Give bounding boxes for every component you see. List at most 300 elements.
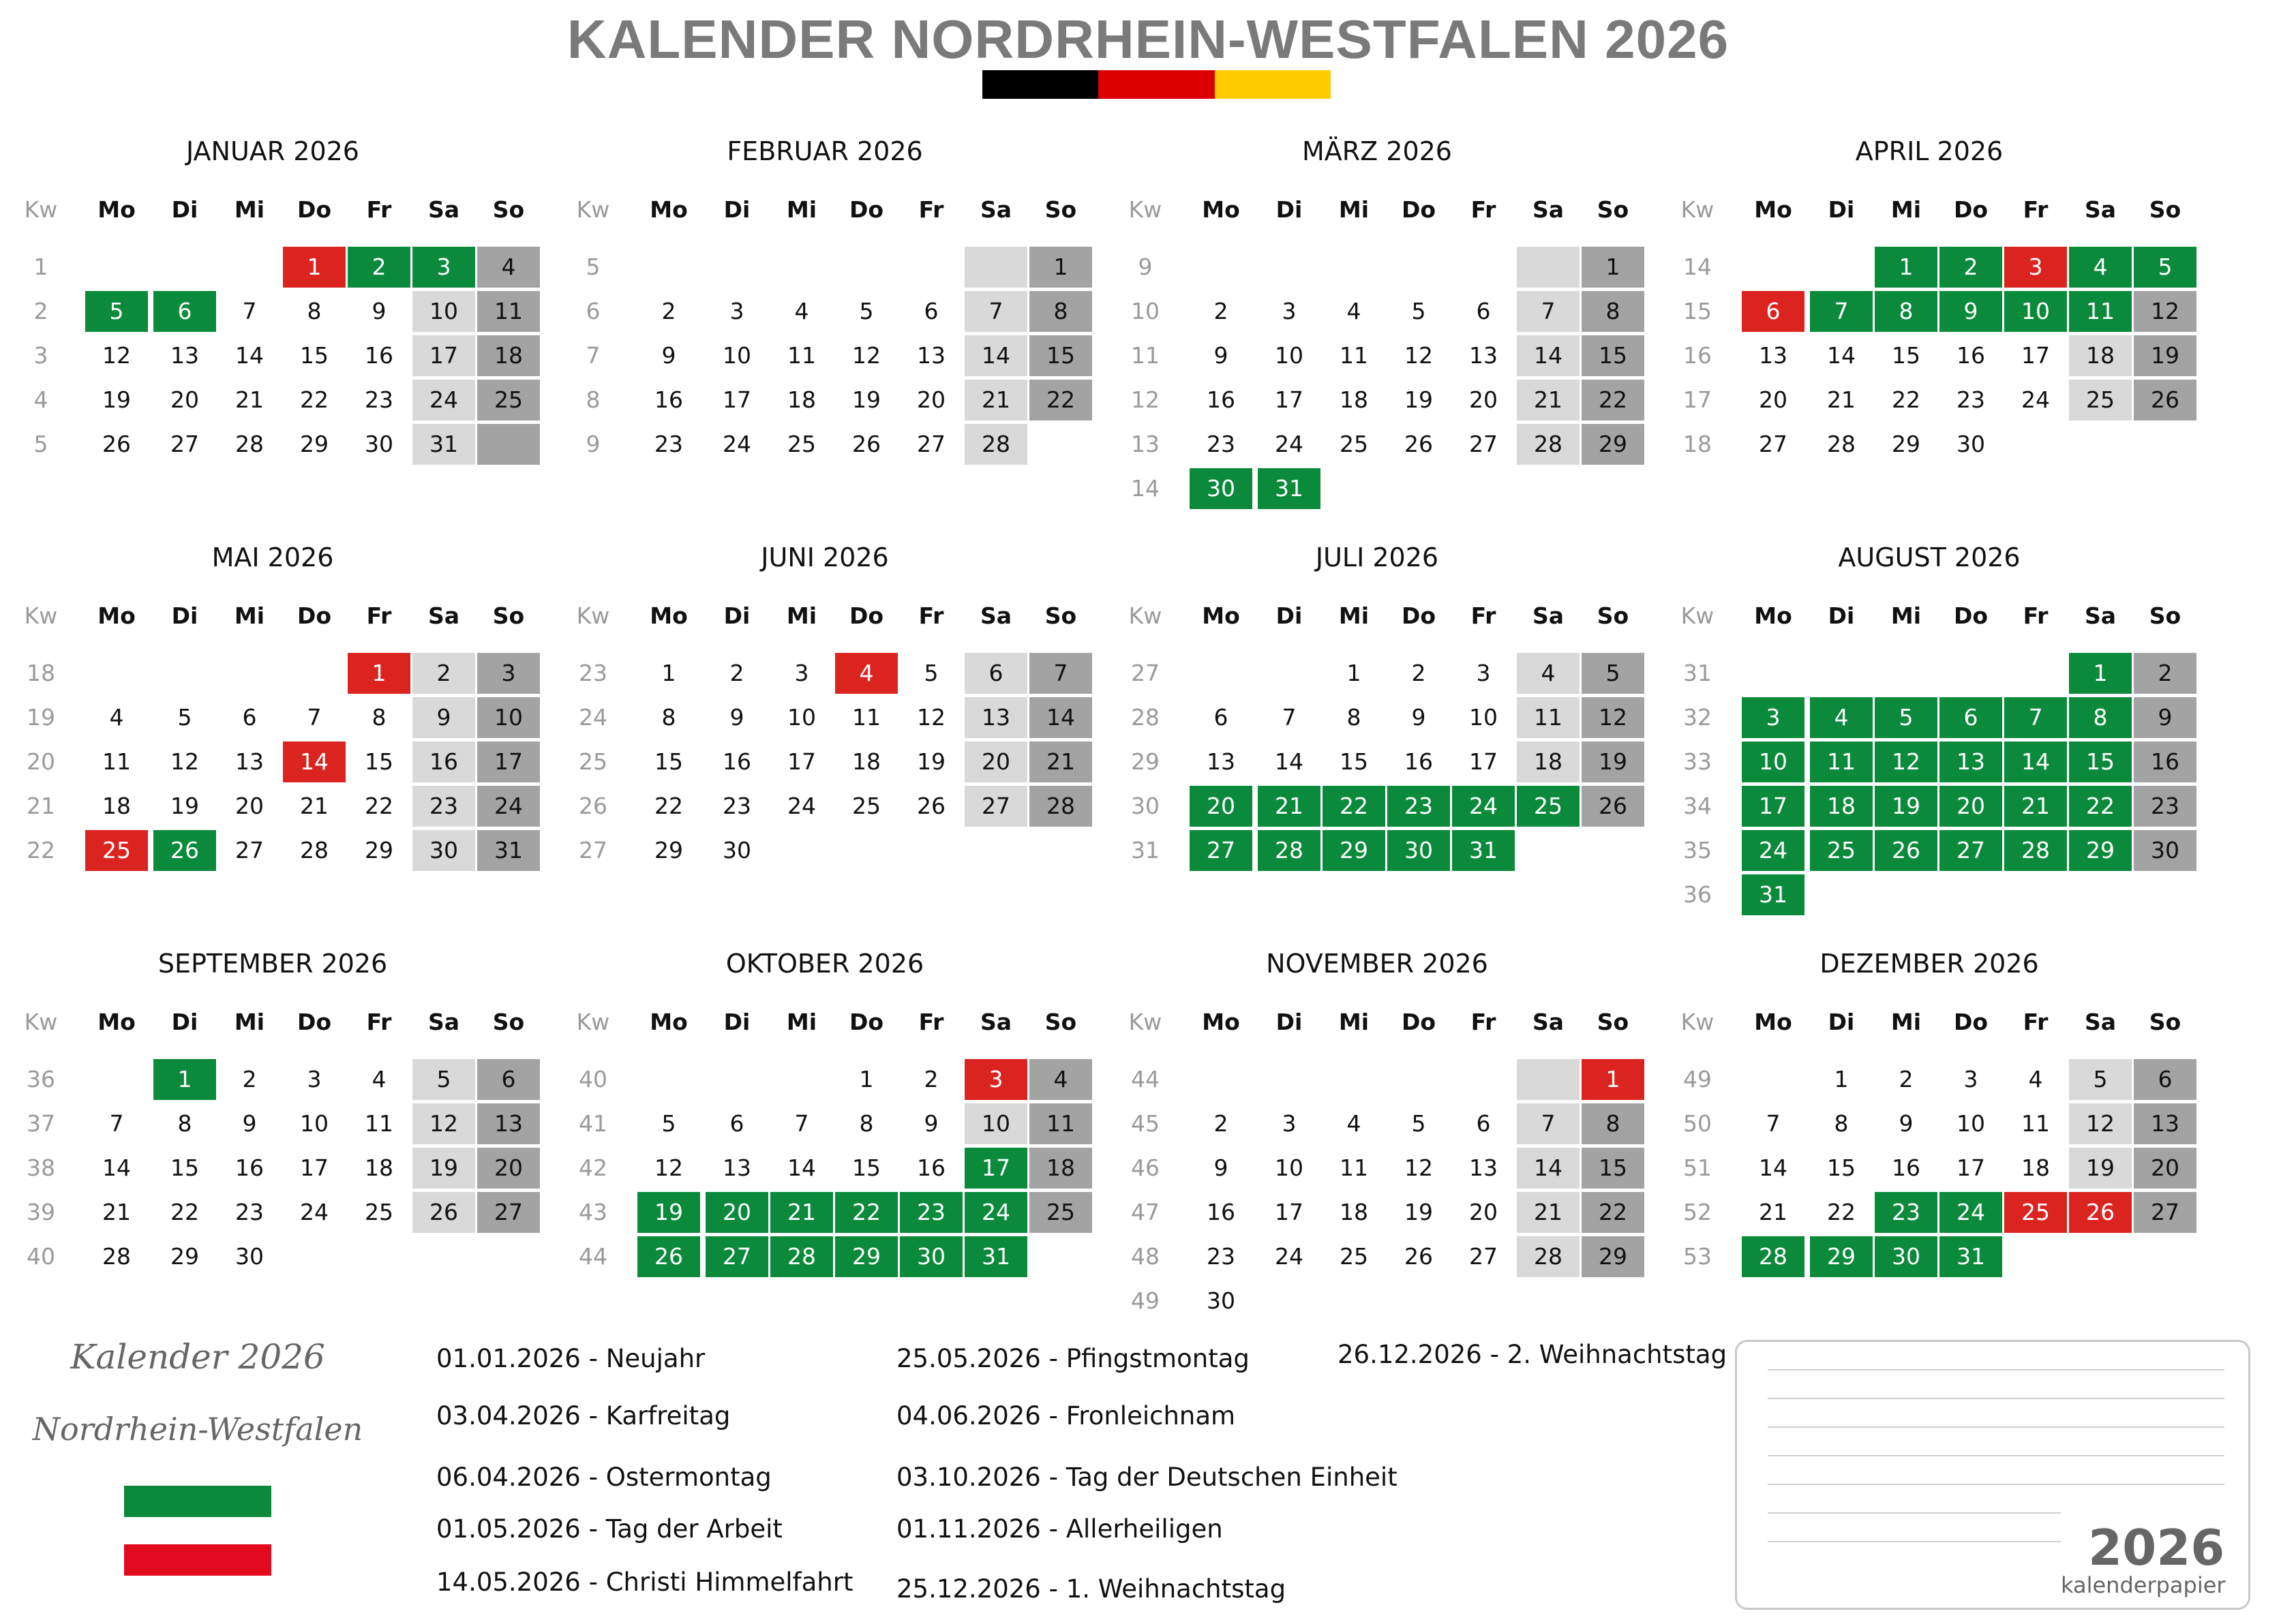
day-cell: 28: [1258, 830, 1320, 871]
weekday-header: Di: [1275, 602, 1303, 629]
day-cell: 30: [1875, 1236, 1937, 1277]
day-cell: 24: [1275, 1243, 1303, 1270]
day-cell: 19: [1875, 786, 1937, 827]
day-cell: 3: [412, 247, 475, 288]
day-cell: 17: [477, 741, 540, 782]
day-cell: 12: [1582, 697, 1644, 738]
kw-header: Kw: [1680, 1009, 1715, 1035]
weekday-header: So: [2149, 196, 2181, 223]
day-cell: 3: [1742, 697, 1804, 738]
day-cell: 4: [109, 704, 124, 731]
month-title: JULI 2026: [1315, 542, 1439, 572]
day-cell: 6: [1939, 697, 2002, 738]
day-cell: 14: [965, 335, 1027, 376]
day-cell: 27: [235, 837, 264, 863]
day-cell: 10: [300, 1110, 329, 1137]
day-cell: 25: [477, 380, 540, 420]
day-cell: 17: [300, 1154, 329, 1181]
week-number: 11: [1131, 342, 1160, 369]
day-cell: 16: [654, 386, 683, 413]
day-cell: 15: [1582, 1148, 1644, 1189]
page-title: KALENDER NORDRHEIN-WESTFALEN 2026: [567, 9, 1729, 70]
day-cell: 28: [1517, 424, 1580, 465]
day-cell: 4: [1029, 1059, 1092, 1100]
day-cell: 13: [1759, 342, 1787, 369]
weekday-header: Do: [1953, 602, 1989, 629]
week-number: 19: [27, 704, 55, 731]
day-cell: 14: [1029, 697, 1092, 738]
day-cell: 11: [102, 748, 131, 775]
day-cell: 10: [723, 342, 751, 369]
weekday-header: Fr: [366, 602, 392, 629]
week-number: 8: [586, 386, 601, 413]
day-cell: 30: [900, 1236, 963, 1277]
month-title: SEPTEMBER 2026: [157, 949, 388, 979]
weekday-header: Sa: [980, 1009, 1012, 1035]
day-cell: 22: [1323, 786, 1385, 827]
day-cell: 14: [235, 342, 264, 369]
day-cell: 27: [477, 1192, 540, 1233]
day-cell: 24: [1742, 830, 1804, 871]
weekday-header: Mi: [1338, 1009, 1370, 1035]
note-line: [1768, 1455, 2224, 1456]
weekday-header: Fr: [918, 1009, 944, 1035]
empty-weekend-cell: [477, 424, 540, 465]
day-cell: 2: [1411, 660, 1426, 686]
weekday-header: Mo: [650, 602, 688, 629]
day-cell: 22: [654, 793, 683, 819]
day-cell: 17: [412, 335, 475, 376]
day-cell: 17: [1275, 386, 1303, 413]
weekday-header: Fr: [918, 602, 944, 629]
day-cell: 31: [1258, 468, 1320, 509]
day-cell: 25: [787, 431, 816, 457]
weekday-header: Mi: [786, 1009, 817, 1035]
day-cell: 30: [1207, 1287, 1235, 1314]
day-cell: 17: [723, 386, 751, 413]
day-cell: 19: [1404, 1199, 1433, 1225]
day-cell: 11: [365, 1110, 393, 1137]
day-cell: 11: [787, 342, 816, 369]
holiday-item: 14.05.2026 - Christi Himmelfahrt: [436, 1567, 854, 1597]
day-cell: 5: [1875, 697, 1937, 738]
day-cell: 1: [1582, 247, 1644, 288]
month-block: [566, 136, 1084, 518]
day-cell: 11: [2069, 291, 2132, 332]
day-cell: 5: [1411, 298, 1426, 324]
day-cell: 11: [1810, 741, 1873, 782]
day-cell: 15: [1892, 342, 1920, 369]
day-cell: 13: [235, 748, 264, 775]
day-cell: 10: [412, 291, 475, 332]
week-number: 18: [27, 660, 55, 686]
month-block: [1670, 542, 2188, 924]
day-cell: 26: [2069, 1192, 2132, 1233]
day-cell: 23: [365, 386, 393, 413]
day-cell: 4: [372, 1066, 387, 1092]
weekday-header: Do: [1401, 602, 1436, 629]
month-block: [1670, 949, 2188, 1330]
day-cell: 12: [1404, 342, 1433, 369]
day-cell: 16: [2134, 741, 2196, 782]
day-cell: 31: [1452, 830, 1515, 871]
day-cell: 26: [917, 793, 946, 819]
day-cell: 28: [235, 431, 264, 457]
weekday-header: Do: [297, 196, 332, 223]
day-cell: 8: [1582, 291, 1644, 332]
week-number: 16: [1683, 342, 1712, 369]
week-number: 27: [1131, 660, 1160, 686]
day-cell: 2: [1213, 1110, 1228, 1137]
weekday-header: Sa: [980, 602, 1012, 629]
kw-header: Kw: [1128, 602, 1162, 629]
day-cell: 21: [1517, 1192, 1580, 1233]
day-cell: 16: [1404, 748, 1433, 775]
day-cell: 20: [1759, 386, 1787, 413]
kw-header: Kw: [24, 196, 58, 223]
day-cell: 2: [661, 298, 676, 324]
week-number: 7: [586, 342, 601, 369]
week-number: 48: [1131, 1243, 1160, 1270]
day-cell: 29: [170, 1243, 199, 1270]
day-cell: 25: [1340, 1243, 1368, 1270]
weekday-header: Di: [171, 196, 198, 223]
week-number: 6: [586, 298, 601, 324]
day-cell: 6: [1213, 704, 1228, 731]
day-cell: 3: [1476, 660, 1491, 686]
day-cell: 3: [477, 653, 540, 694]
week-number: 32: [1683, 704, 1712, 731]
weekday-header: Sa: [427, 196, 460, 223]
day-cell: 28: [2004, 830, 2067, 871]
day-cell: 21: [102, 1199, 131, 1225]
week-number: 30: [1131, 793, 1160, 819]
week-number: 20: [27, 748, 55, 775]
holiday-item: 01.01.2026 - Neujahr: [436, 1344, 706, 1373]
day-cell: 19: [2069, 1148, 2132, 1189]
day-cell: 24: [1939, 1192, 2002, 1233]
day-cell: 14: [1275, 748, 1303, 775]
day-cell: 24: [787, 793, 816, 819]
day-cell: 10: [1957, 1110, 1985, 1137]
day-cell: 2: [348, 247, 410, 288]
day-cell: 10: [1275, 1154, 1303, 1181]
day-cell: 20: [1469, 386, 1498, 413]
day-cell: 14: [1827, 342, 1856, 369]
day-cell: 30: [235, 1243, 264, 1270]
day-cell: 13: [965, 697, 1027, 738]
weekday-header: Sa: [1532, 196, 1565, 223]
day-cell: 20: [1469, 1199, 1498, 1225]
day-cell: 26: [1875, 830, 1937, 871]
day-cell: 22: [835, 1192, 898, 1233]
day-cell: 9: [661, 342, 676, 369]
day-cell: 18: [2069, 335, 2132, 376]
day-cell: 12: [917, 704, 946, 731]
day-cell: 18: [365, 1154, 393, 1181]
day-cell: 21: [1029, 741, 1092, 782]
kw-header: Kw: [24, 602, 58, 629]
day-cell: 23: [1957, 386, 1985, 413]
weekday-header: Sa: [427, 602, 460, 629]
day-cell: 24: [1452, 786, 1515, 827]
holiday-item: 03.04.2026 - Karfreitag: [436, 1401, 731, 1430]
day-cell: 19: [2134, 335, 2196, 376]
day-cell: 25: [365, 1199, 393, 1225]
week-number: 38: [27, 1154, 55, 1181]
day-cell: 14: [283, 741, 346, 782]
day-cell: 28: [770, 1236, 833, 1277]
day-cell: 20: [965, 741, 1027, 782]
month-block: [14, 949, 532, 1330]
day-cell: 29: [1582, 424, 1644, 465]
day-cell: 19: [1404, 386, 1433, 413]
day-cell: 19: [852, 386, 881, 413]
day-cell: 20: [1190, 786, 1252, 827]
note-line: [1768, 1426, 2224, 1428]
day-cell: 29: [1582, 1236, 1644, 1277]
day-cell: 25: [2069, 380, 2132, 420]
week-number: 21: [27, 793, 55, 819]
day-cell: 30: [2134, 830, 2196, 871]
day-cell: 1: [153, 1059, 216, 1100]
day-cell: 28: [1029, 786, 1092, 827]
notes-box: [1735, 1340, 2250, 1610]
notes-brand: kalenderpapier: [2061, 1572, 2226, 1598]
day-cell: 21: [1759, 1199, 1787, 1225]
weekday-header: Do: [1953, 196, 1989, 223]
day-cell: 27: [1469, 431, 1498, 457]
day-cell: 2: [2134, 653, 2196, 694]
month-title: OKTOBER 2026: [725, 949, 924, 979]
note-line: [1768, 1398, 2224, 1399]
day-cell: 29: [1892, 431, 1920, 457]
day-cell: 13: [2134, 1103, 2196, 1144]
day-cell: 9: [412, 697, 475, 738]
day-cell: 7: [1517, 291, 1580, 332]
day-cell: 26: [1404, 1243, 1433, 1270]
day-cell: 18: [1340, 1199, 1368, 1225]
day-cell: 23: [1207, 1243, 1235, 1270]
day-cell: 27: [1939, 830, 2002, 871]
day-cell: 7: [1517, 1103, 1580, 1144]
day-cell: 30: [1957, 431, 1985, 457]
day-cell: 25: [1517, 786, 1580, 827]
weekday-header: So: [1597, 1009, 1629, 1035]
day-cell: 2: [1939, 247, 2002, 288]
weekday-header: Mo: [1202, 196, 1240, 223]
day-cell: 11: [1029, 1103, 1092, 1144]
day-cell: 21: [2004, 786, 2067, 827]
day-cell: 8: [307, 298, 322, 324]
week-number: 42: [579, 1154, 607, 1181]
week-number: 10: [1131, 298, 1160, 324]
month-title: JUNI 2026: [761, 542, 889, 572]
day-cell: 21: [965, 380, 1027, 420]
month-block: [1118, 542, 1636, 924]
note-line: [1768, 1484, 2224, 1485]
day-cell: 10: [1469, 704, 1498, 731]
day-cell: 13: [723, 1154, 751, 1181]
day-cell: 28: [1517, 1236, 1580, 1277]
day-cell: 10: [477, 697, 540, 738]
day-cell: 17: [787, 748, 816, 775]
day-cell: 20: [2134, 1148, 2196, 1189]
week-number: 47: [1131, 1199, 1160, 1225]
week-number: 44: [1131, 1066, 1160, 1092]
day-cell: 22: [170, 1199, 199, 1225]
week-number: 29: [1131, 748, 1160, 775]
day-cell: 18: [1517, 741, 1580, 782]
weekday-header: Mi: [234, 602, 265, 629]
week-number: 5: [33, 431, 48, 457]
week-number: 44: [579, 1243, 607, 1270]
day-cell: 13: [1469, 1154, 1498, 1181]
weekday-header: Mi: [1890, 1009, 1922, 1035]
holiday-item: 26.12.2026 - 2. Weihnachtstag: [1338, 1340, 1727, 1369]
day-cell: 18: [2021, 1154, 2050, 1181]
day-cell: 1: [1029, 247, 1092, 288]
week-number: 4: [33, 386, 48, 413]
day-cell: 14: [102, 1154, 131, 1181]
week-number: 12: [1131, 386, 1160, 413]
day-cell: 24: [965, 1192, 1027, 1233]
day-cell: 26: [1582, 786, 1644, 827]
day-cell: 6: [2134, 1059, 2196, 1100]
weekday-header: Fr: [2023, 1009, 2049, 1035]
day-cell: 2: [242, 1066, 257, 1092]
day-cell: 19: [170, 793, 199, 819]
day-cell: 4: [794, 298, 809, 324]
day-cell: 16: [1892, 1154, 1920, 1181]
day-cell: 14: [1517, 335, 1580, 376]
holiday-item: 25.05.2026 - Pfingstmontag: [896, 1344, 1250, 1373]
day-cell: 30: [365, 431, 393, 457]
day-cell: 23: [1207, 431, 1235, 457]
day-cell: 9: [242, 1110, 257, 1137]
day-cell: 6: [1476, 298, 1491, 324]
weekday-header: So: [492, 196, 525, 223]
kw-header: Kw: [1680, 602, 1715, 629]
day-cell: 18: [852, 748, 881, 775]
week-number: 36: [1683, 881, 1712, 908]
day-cell: 15: [852, 1154, 881, 1181]
day-cell: 10: [1275, 342, 1303, 369]
day-cell: 27: [1190, 830, 1252, 871]
week-number: 27: [579, 837, 607, 863]
day-cell: 24: [412, 380, 475, 420]
day-cell: 5: [177, 704, 192, 731]
day-cell: 21: [1258, 786, 1320, 827]
day-cell: 4: [835, 653, 898, 694]
day-cell: 11: [2021, 1110, 2050, 1137]
day-cell: 2: [924, 1066, 939, 1092]
weekday-header: Fr: [2023, 602, 2049, 629]
weekday-header: Mi: [1338, 602, 1370, 629]
day-cell: 22: [300, 386, 329, 413]
weekday-header: Mo: [97, 1009, 136, 1035]
day-cell: 25: [1340, 431, 1368, 457]
week-number: 53: [1683, 1243, 1712, 1270]
weekday-header: Fr: [1470, 1009, 1496, 1035]
weekday-header: Di: [723, 1009, 751, 1035]
weekday-header: Fr: [1470, 196, 1496, 223]
day-cell: 2: [729, 660, 744, 686]
day-cell: 9: [729, 704, 744, 731]
day-cell: 3: [794, 660, 809, 686]
day-cell: 16: [723, 748, 751, 775]
weekday-header: Do: [1401, 196, 1436, 223]
day-cell: 7: [109, 1110, 124, 1137]
day-cell: 6: [1476, 1110, 1491, 1137]
week-number: 5: [586, 254, 601, 280]
day-cell: 4: [1346, 1110, 1361, 1137]
weekday-header: Mo: [97, 196, 136, 223]
week-number: 45: [1131, 1110, 1160, 1137]
day-cell: 7: [1029, 653, 1092, 694]
day-cell: 16: [365, 342, 393, 369]
month-block: [1118, 949, 1636, 1330]
day-cell: 27: [1469, 1243, 1498, 1270]
day-cell: 12: [1404, 1154, 1433, 1181]
weekday-header: Mo: [1202, 1009, 1240, 1035]
kw-header: Kw: [1128, 1009, 1162, 1035]
day-cell: 7: [965, 291, 1027, 332]
day-cell: 27: [965, 786, 1027, 827]
day-cell: 14: [2004, 741, 2067, 782]
day-cell: 12: [852, 342, 881, 369]
day-cell: 30: [412, 830, 475, 871]
day-cell: 9: [924, 1110, 939, 1137]
day-cell: 24: [723, 431, 751, 457]
day-cell: 15: [300, 342, 329, 369]
weekday-header: Sa: [427, 1009, 460, 1035]
day-cell: 18: [477, 335, 540, 376]
day-cell: 1: [859, 1066, 874, 1092]
day-cell: 20: [1939, 786, 2002, 827]
day-cell: 6: [153, 291, 216, 332]
notes-year: 2026: [2088, 1519, 2225, 1576]
day-cell: 24: [300, 1199, 329, 1225]
day-cell: 13: [917, 342, 946, 369]
day-cell: 5: [2134, 247, 2196, 288]
weekday-header: Mo: [97, 602, 136, 629]
day-cell: 8: [1029, 291, 1092, 332]
day-cell: 12: [412, 1103, 475, 1144]
day-cell: 26: [637, 1236, 700, 1277]
day-cell: 25: [852, 793, 881, 819]
day-cell: 31: [965, 1236, 1027, 1277]
day-cell: 10: [1742, 741, 1804, 782]
day-cell: 11: [477, 291, 540, 332]
day-cell: 1: [348, 653, 410, 694]
day-cell: 13: [1469, 342, 1498, 369]
week-number: 22: [27, 837, 55, 863]
day-cell: 3: [1282, 298, 1297, 324]
day-cell: 6: [477, 1059, 540, 1100]
weekday-header: Mo: [650, 196, 688, 223]
day-cell: 2: [412, 653, 475, 694]
day-cell: 30: [1387, 830, 1450, 871]
day-cell: 7: [1766, 1110, 1781, 1137]
day-cell: 1: [1346, 660, 1361, 686]
day-cell: 5: [859, 298, 874, 324]
day-cell: 16: [917, 1154, 946, 1181]
nrw-flag-green-stripe: [124, 1486, 271, 1517]
month-block: [1670, 136, 2188, 518]
day-cell: 26: [412, 1192, 475, 1233]
german-flag-stripe: [982, 70, 1331, 99]
